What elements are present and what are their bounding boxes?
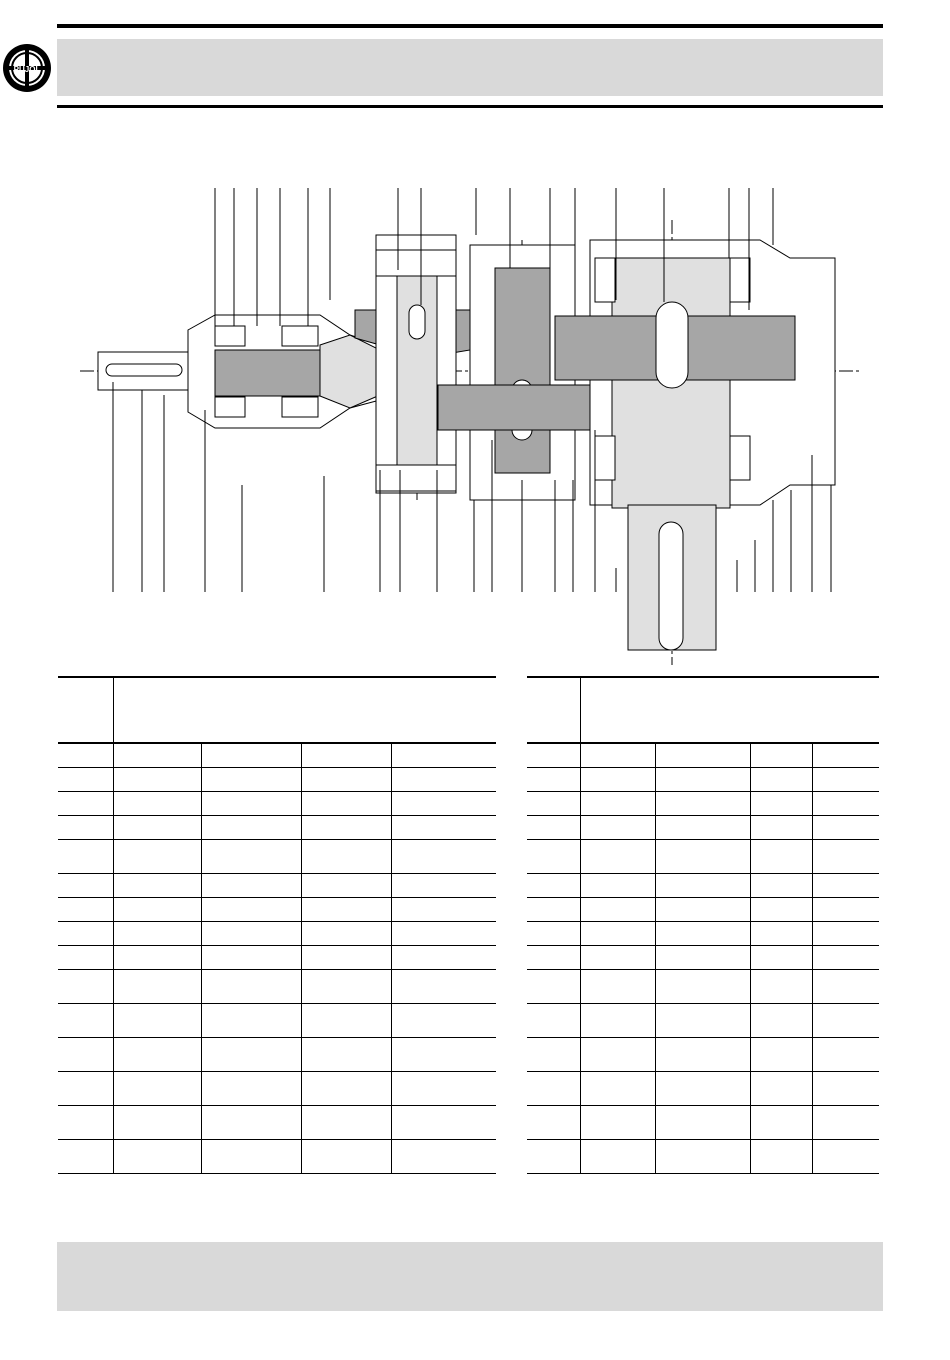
top-rule: [57, 24, 883, 28]
header-rule: [57, 105, 883, 108]
pujol-logo-icon: [2, 43, 52, 93]
parts-table-right: [527, 676, 879, 1174]
footer-band: [57, 1242, 883, 1311]
parts-table-left: [58, 676, 496, 1174]
svg-text:PUJOL: PUJOL: [13, 65, 41, 74]
gearbox-cross-section-icon: [0, 180, 950, 670]
header-band: [57, 39, 883, 96]
